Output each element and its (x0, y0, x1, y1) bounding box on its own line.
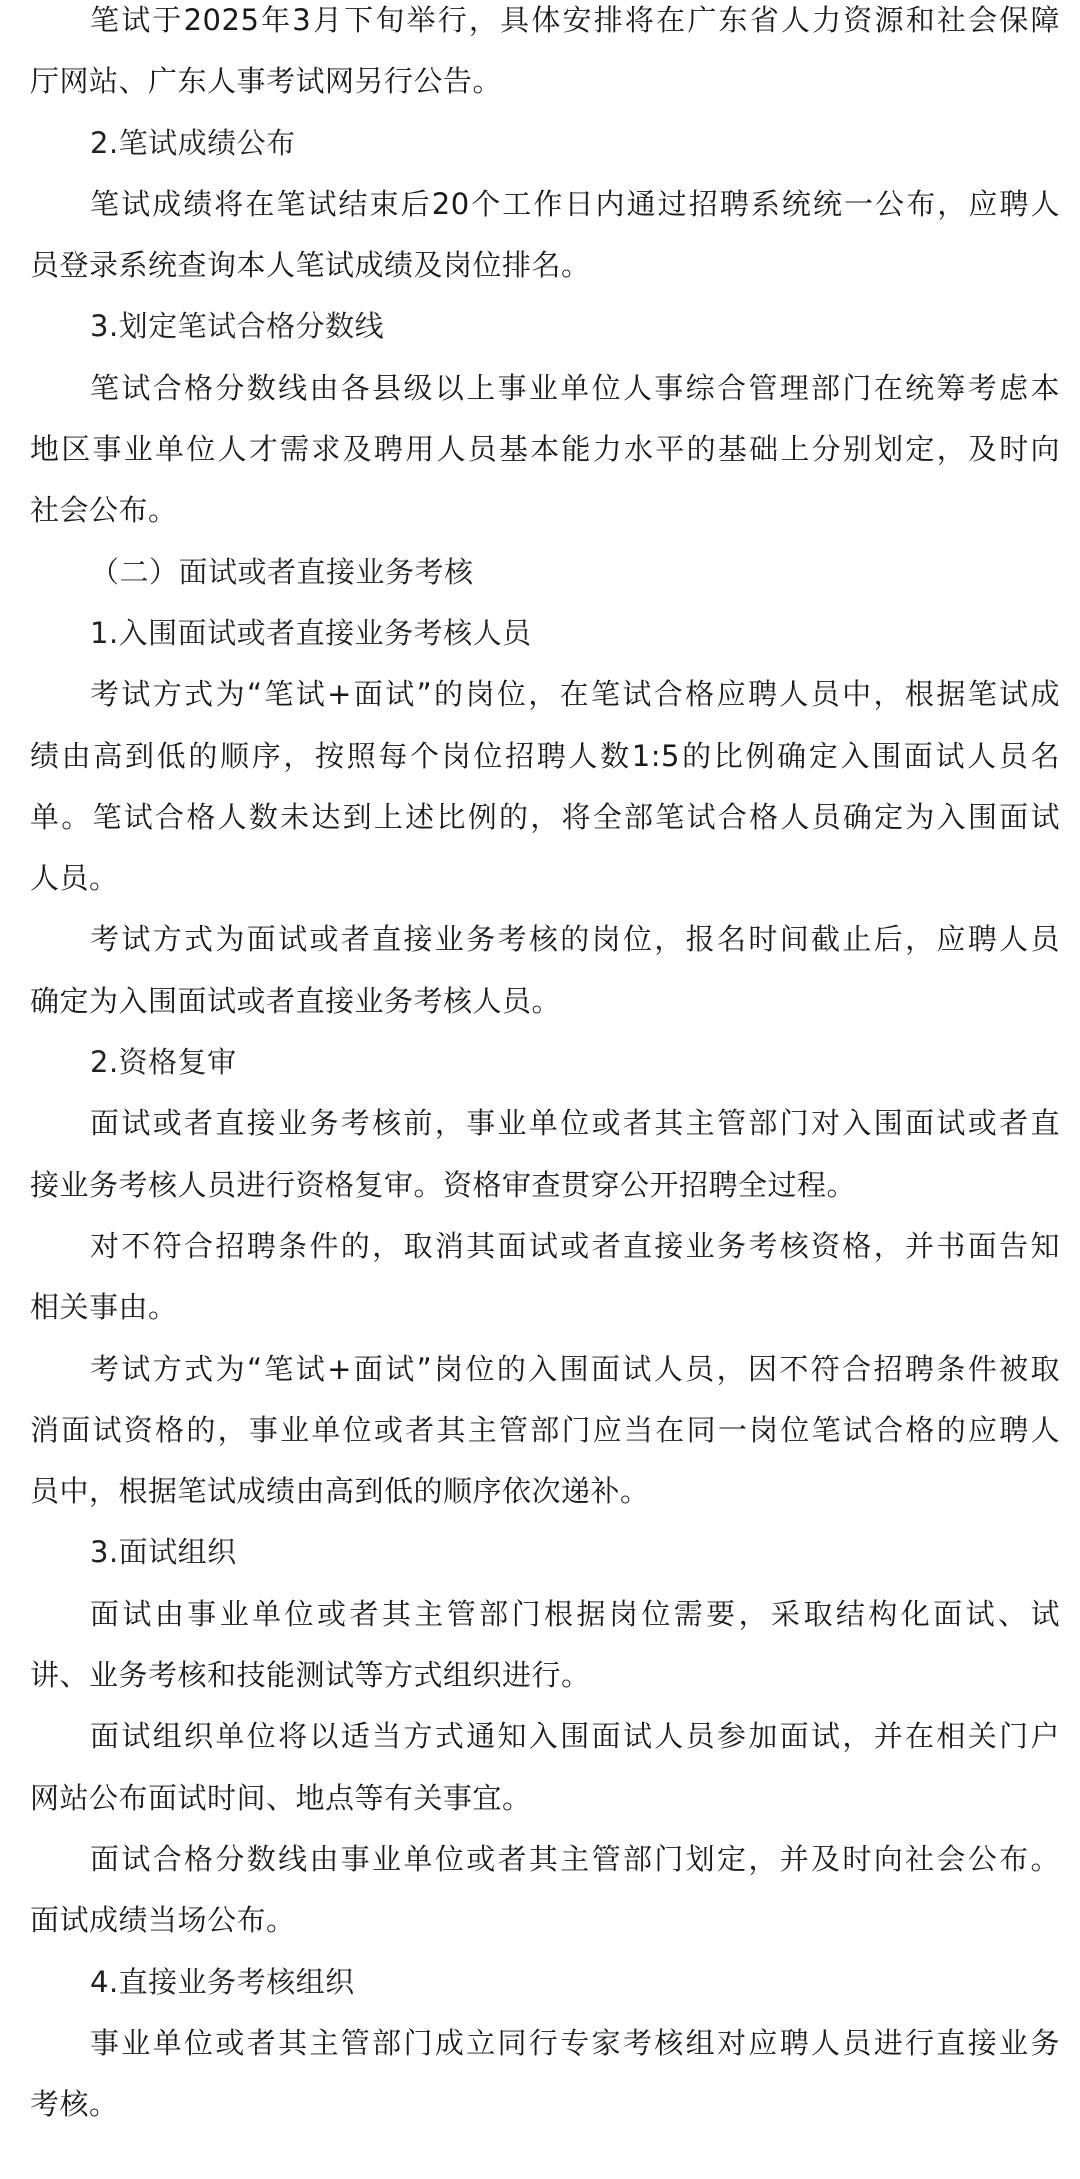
paragraph-line: 笔试于2025年3月下旬举行，具体安排将在广东省人力资源和社会保障 (90, 3, 1060, 37)
paragraph-line: 社会公布。 (30, 493, 178, 528)
section-heading: 2.资格复审 (90, 1045, 237, 1080)
paragraph-line: 讲、业务考核和技能测试等方式组织进行。 (30, 1658, 591, 1693)
paragraph-line: 考试方式为“笔试+面试”岗位的入围面试人员，因不符合招聘条件被取 (90, 1351, 1060, 1386)
paragraph-line: 对不符合招聘条件的，取消其面试或者直接业务考核资格，并书面告知 (90, 1228, 1060, 1263)
paragraph-line: 事业单位或者其主管部门成立同行专家考核组对应聘人员进行直接业务 (90, 2025, 1060, 2060)
section-heading: 1.入围面试或者直接业务考核人员 (90, 615, 532, 650)
paragraph-line: 网站公布面试时间、地点等有关事宜。 (30, 1780, 532, 1815)
paragraph-line: 厅网站、广东人事考试网另行公告。 (30, 64, 503, 99)
paragraph-line: 单。笔试合格人数未达到上述比例的，将全部笔试合格人员确定为入围面试 (30, 799, 1060, 834)
paragraph-line: 面试成绩当场公布。 (30, 1903, 296, 1938)
paragraph-line: 面试或者直接业务考核前，事业单位或者其主管部门对入围面试或者直 (90, 1106, 1060, 1141)
paragraph-line: 面试由事业单位或者其主管部门根据岗位需要，采取结构化面试、试 (90, 1596, 1060, 1631)
section-heading: 2.笔试成绩公布 (90, 125, 296, 160)
paragraph-line: 笔试合格分数线由各县级以上事业单位人事综合管理部门在统筹考虑本 (90, 370, 1060, 405)
paragraph-line: 员登录系统查询本人笔试成绩及岗位排名。 (30, 248, 591, 283)
section-heading: 3.划定笔试合格分数线 (90, 309, 385, 344)
paragraph-line: 确定为入围面试或者直接业务考核人员。 (30, 983, 562, 1018)
document-page (30, 0, 1060, 2135)
paragraph-line: 考核。 (30, 2087, 119, 2122)
section-heading: 4.直接业务考核组织 (90, 1964, 355, 1999)
paragraph-line: 人员。 (30, 861, 119, 896)
paragraph-line: 接业务考核人员进行资格复审。资格审查贯穿公开招聘全过程。 (30, 1167, 857, 1202)
paragraph-line: 相关事由。 (30, 1290, 178, 1325)
paragraph-line: 考试方式为面试或者直接业务考核的岗位，报名时间截止后，应聘人员 (90, 922, 1060, 957)
paragraph-line: 考试方式为“笔试+面试”的岗位，在笔试合格应聘人员中，根据笔试成 (90, 677, 1060, 712)
paragraph-line: 地区事业单位人才需求及聘用人员基本能力水平的基础上分别划定，及时向 (30, 432, 1060, 467)
paragraph-line: 面试组织单位将以适当方式通知入围面试人员参加面试，并在相关门户 (90, 1719, 1060, 1754)
paragraph-line: 笔试成绩将在笔试结束后20个工作日内通过招聘系统统一公布，应聘人 (90, 186, 1060, 221)
paragraph-line: 面试合格分数线由事业单位或者其主管部门划定，并及时向社会公布。 (90, 1841, 1060, 1876)
paragraph-line: 消面试资格的，事业单位或者其主管部门应当在同一岗位笔试合格的应聘人 (30, 1412, 1060, 1447)
paragraph-line: 员中，根据笔试成绩由高到低的顺序依次递补。 (30, 1474, 650, 1509)
section-heading: （二）面试或者直接业务考核 (90, 554, 474, 589)
paragraph-line: 绩由高到低的顺序，按照每个岗位招聘人数1:5的比例确定入围面试人员名 (30, 738, 1060, 773)
section-heading: 3.面试组织 (90, 1535, 237, 1570)
